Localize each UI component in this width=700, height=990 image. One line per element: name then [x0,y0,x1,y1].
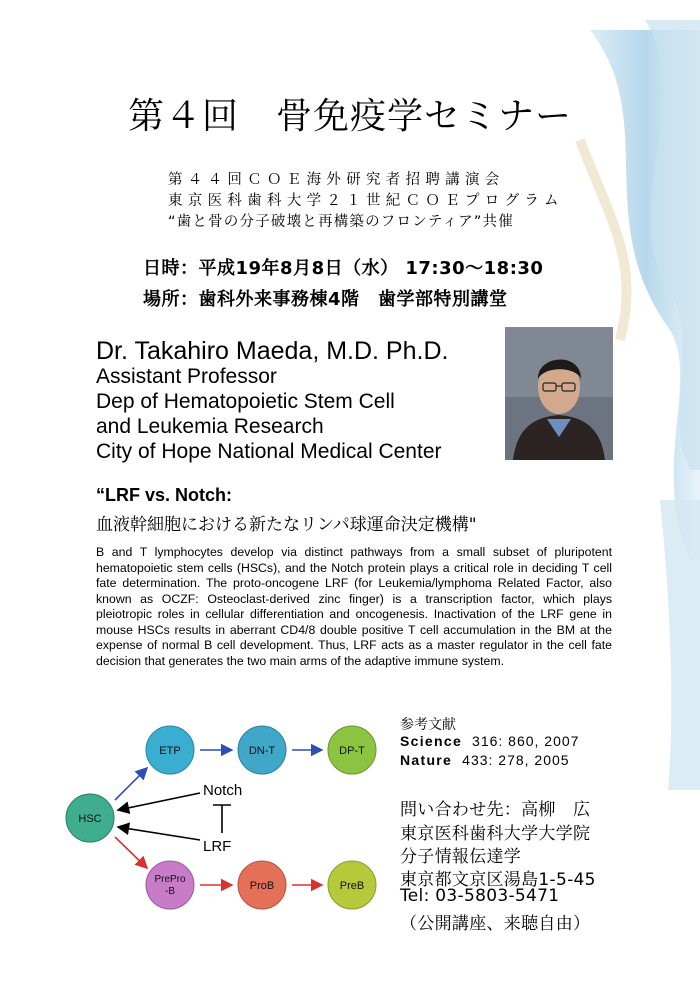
arrow-notch-to-hsc [118,793,200,810]
talk-title-english: “LRF vs. Notch: [96,485,233,505]
reference-citation: 433: 278, 2005 [462,752,570,768]
lrf-label: LRF [203,838,232,855]
node-dpt-label: DP-T [339,745,365,757]
reference-item [400,733,579,750]
arrow-lrf-to-hsc [118,827,200,840]
contact-department: 分子情報伝達学 [400,847,522,867]
reference-citation: 316: 860, 2007 [472,733,580,749]
node-hsc-label: HSC [78,813,102,825]
speaker-department-1: Dep of Hematopoietic Stem Cell [96,390,395,413]
host-line-1: 第４４回ＣＯＥ海外研究者招聘講演会 [168,172,505,188]
host-line-2: 東京医科歯科大学２１世紀ＣＯＥプログラム [168,193,564,209]
abstract-text: B and T lymphocytes develop via distinct pathways from a small subset of pluripotent hematopoietic stem cells (HSCs), and the Notch protein plays a critical role in deciding T cell fate determination. The proto-oncogene LRF (for Leukemia/lymphoma Related Factor, also known as OCZF: Osteoclast-derived zinc finger) is a transcription factor, which plays pleiotropic roles in cellular differentiation and oncogenesis. Inactivation of the LRF gene in mouse HSCs results in aberrant CD4/8 double positive T cell accumulation in the BM at the expense of normal B cell development. Thus, LRF acts as a master regulator in the cell fate decision that generates the two main arms of the adaptive immune system. [96,545,612,668]
node-prepro-label-2: -B [165,886,175,897]
node-dnt-label: DN-T [248,745,276,757]
node-prepro [146,861,194,909]
speaker-department-2: and Leukemia Research [96,415,324,438]
contact-phone: Tel: 03-5803-5471 [400,886,560,906]
speaker-institution: City of Hope National Medical Center [96,440,442,463]
reference-journal: Nature [400,752,453,768]
speaker-position: Assistant Professor [96,365,277,388]
reference-item [400,752,570,769]
reference-journal: Science [400,733,463,749]
host-line-3: “歯と骨の分子破壊と再構築のフロンティア”共催 [168,214,514,230]
contact-university: 東京医科歯科大学大学院 [400,824,591,844]
node-prob-label: ProB [249,880,275,892]
event-datetime: 日時：平成19年8月8日（水） 17:30〜18:30 [143,258,544,279]
open-lecture-note: （公開講座、来聴自由） [400,914,591,934]
seminar-title: 第４回 骨免疫学セミナー [127,96,572,137]
contact-address: 東京都文京区湯島1-5-45 [400,870,596,890]
node-prepro-label-1: PrePro [154,874,186,885]
contact-person: 問い合わせ先：高柳 広 [400,800,591,820]
arrow-hsc-to-prepro [115,837,147,868]
node-preb-label: PreB [339,880,365,892]
talk-title-japanese: 血液幹細胞における新たなリンパ球運命決定機構" [96,515,477,535]
cell-fate-diagram [60,725,390,915]
notch-label: Notch [203,782,243,799]
event-venue: 場所：歯科外来事務棟4階 歯学部特別講堂 [143,289,508,310]
speaker-photo [505,327,613,460]
arrow-hsc-to-etp [115,768,147,800]
node-etp-label: ETP [159,745,181,757]
references-heading: 参考文献 [400,717,456,733]
speaker-name: Dr. Takahiro Maeda, M.D. Ph.D. [96,337,449,365]
